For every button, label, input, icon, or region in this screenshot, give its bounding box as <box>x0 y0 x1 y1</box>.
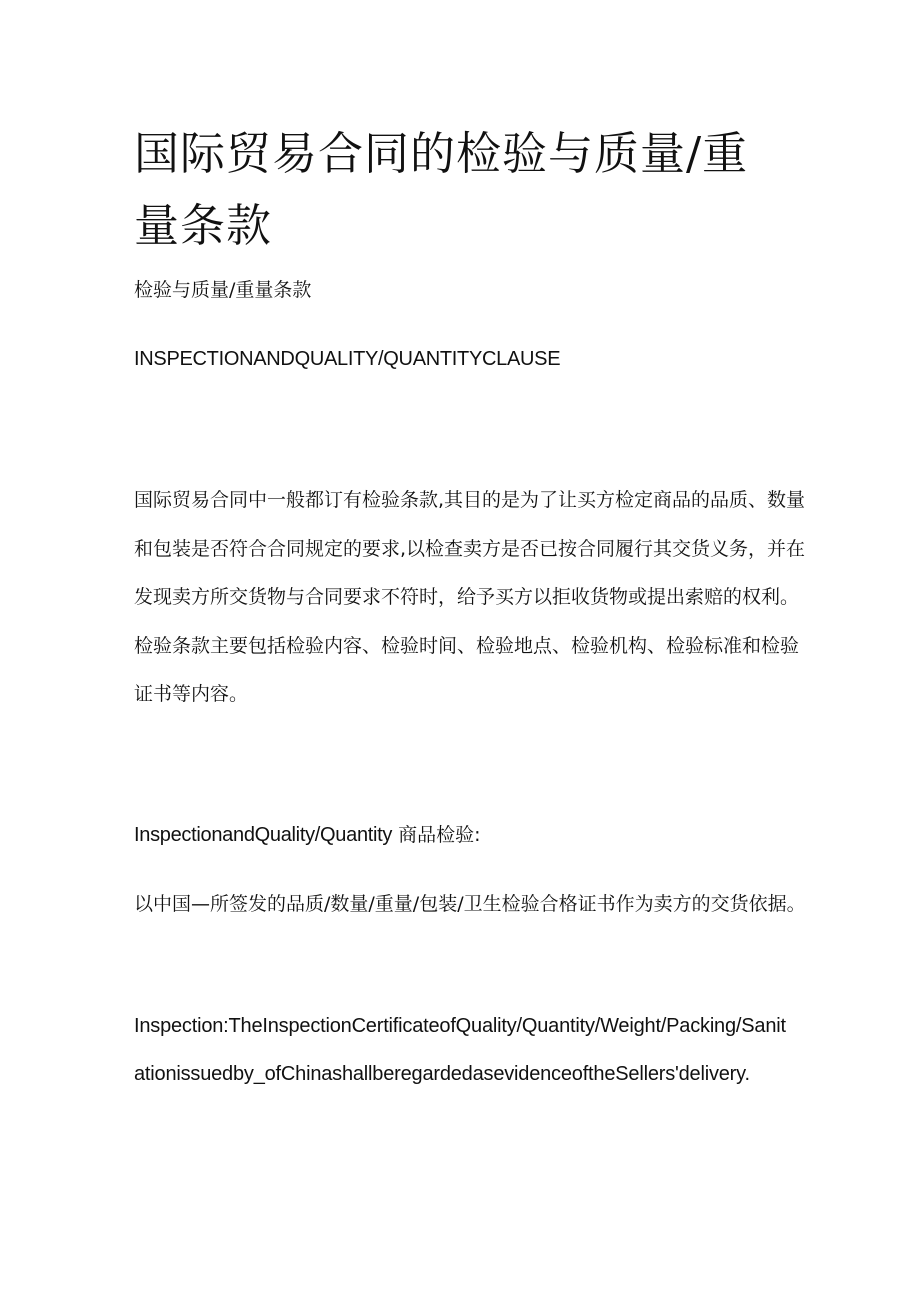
inspection-heading-english: InspectionandQuality/Quantity <box>134 824 393 846</box>
subtitle-english: INSPECTIONANDQUALITY/QUANTITYCLAUSE <box>134 348 561 370</box>
inspection-clause-chinese: 以中国—所签发的品质/数量/重量/包装/卫生检验合格证书作为卖方的交货依据。 <box>134 893 806 915</box>
inspection-heading <box>134 822 814 848</box>
subtitle-chinese: 检验与质量/重量条款 <box>134 279 312 301</box>
document-title: 国际贸易合同的检验与质量/重量条款 <box>134 127 749 252</box>
intro-paragraph: 国际贸易合同中一般都订有检验条款,其目的是为了让买方检定商品的品质、数量和包装是否符合合同规定的要求,以检查卖方是否已按合同履行其交货义务，并在发现卖方所交货物与合同要求不符时，给予买方以拒收货物或提出索赔的权利。检验条款主要包括检验内容、检验时间、检验地点、检验机构、检验标准和检验证书等内容。 <box>134 489 806 705</box>
inspection-heading-chinese: 商品检验: <box>392 824 481 846</box>
inspection-clause-english: Inspection:TheInspectionCertificateofQuality/Quantity/Weight/Packing/Sanitationissuedby_ofChinashallberegardedasevidenceoftheSellers'delivery. <box>134 1015 786 1085</box>
